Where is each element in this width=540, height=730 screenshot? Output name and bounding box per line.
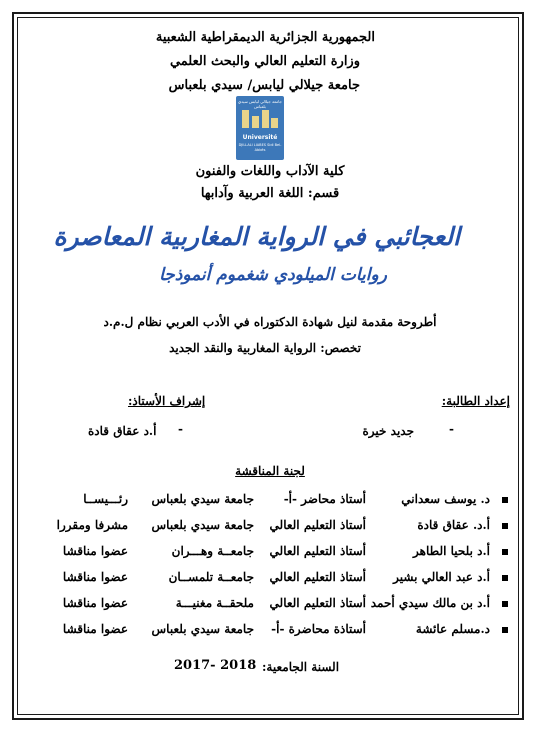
university-logo [236,96,284,160]
member-institution: ملحقــة مغنيـــة [175,596,254,610]
member-role: عضوا مناقشا [62,570,128,584]
member-rank: أستاذة محاضرة -أ- [271,622,366,636]
member-name: أ.د بلحيا الطاهر [413,544,490,558]
member-role: عضوا مناقشا [62,622,128,636]
committee-member-row [48,544,490,564]
supervision-dash: - [178,422,183,436]
logo-sub-text: DJILLALI LIABES Sidi Bel-Abbès [238,143,282,152]
committee-title: لجنة المناقشة [235,464,305,478]
member-name: أ.د بن مالك سيدي أحمد [370,596,490,610]
bullet-icon [502,627,508,633]
faculty-line: كلية الآداب واللغات والفنون [195,164,345,179]
member-role: عضوا مناقشا [62,544,128,558]
supervision-name: أ.د عقاق قادة [88,424,157,438]
academic-year-label: السنة الجامعية: [262,660,340,674]
committee-member-row [48,570,490,590]
member-name: د. يوسف سعداني [401,492,490,506]
bullet-icon [502,575,508,581]
bullet-icon [502,549,508,555]
thesis-title: العجائبي في الرواية المغاربية المعاصرة [53,222,460,251]
bullet-icon [502,523,508,529]
thesis-specialty: تخصص: الرواية المغاربية والنقد الجديد [169,341,361,355]
prepared-name: جديد خيرة [362,424,414,438]
member-role: رئـــيســا [83,492,128,506]
member-institution: جامعــة تلمســان [168,570,254,584]
member-institution: جامعة سيدي بلعباس [151,492,254,506]
logo-name: Université [242,134,278,141]
department-line: قسم: اللغة العربية وآدابها [200,186,340,201]
member-name: أ.د. عقاق قادة [417,518,490,532]
member-rank: أستاذ التعليم العالي [269,544,366,558]
committee-member-row [48,492,490,512]
ministry-line: وزارة التعليم العالي والبحث العلمي [169,54,360,69]
prepared-label: إعداد الطالبة: [441,394,510,408]
bullet-icon [502,497,508,503]
bullet-icon [502,601,508,607]
member-rank: أستاذ التعليم العالي [269,596,366,610]
member-institution: جامعة سيدي بلعباس [151,518,254,532]
committee-member-row [48,596,490,616]
logo-mark-icon [240,110,280,130]
thesis-description: أطروحة مقدمة لنيل شهادة الدكتوراه في الأدب العربي نظام ل.م.د [103,315,437,329]
member-rank: أستاذ التعليم العالي [269,570,366,584]
logo-top-text: جامعة جيلالي ليابس سيدي بلعباس [238,99,282,109]
member-role: عضوا مناقشا [62,596,128,610]
supervision-label: إشراف الأستاذ: [128,394,206,408]
university-line: جامعة جيلالي ليابس/ سيدي بلعباس [168,78,360,93]
member-rank: أستاذ محاضر -أ- [283,492,366,506]
committee-member-row [48,518,490,538]
prepared-dash: - [449,422,454,436]
member-role: مشرفا ومقررا [56,518,128,532]
member-name: د.مسلم عائشة [415,622,490,636]
member-institution: جامعــة وهـــران [171,544,254,558]
member-name: أ.د عبد العالي بشير [393,570,490,584]
member-rank: أستاذ التعليم العالي [269,518,366,532]
committee-member-row [48,622,490,642]
republic-line: الجمهورية الجزائرية الديمقراطية الشعبية [155,30,375,45]
member-institution: جامعة سيدي بلعباس [151,622,254,636]
academic-year-value: 2017- 2018 [174,658,257,673]
thesis-subtitle: روايات الميلودي شغموم أنموذجا [159,265,387,285]
